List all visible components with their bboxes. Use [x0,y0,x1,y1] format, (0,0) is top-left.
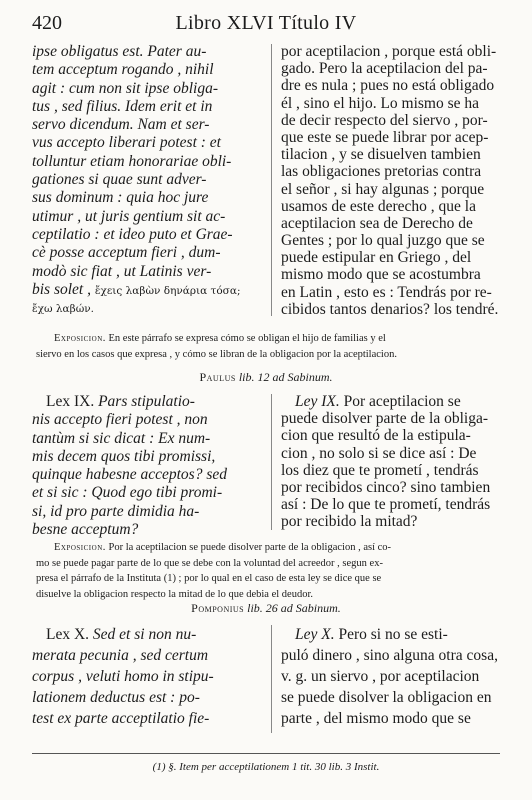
text-line [32,134,270,152]
line-text: modò sic fiat , ut Latinis ver- [32,262,212,280]
line-text: dre es nula ; pues no está obligado [281,77,495,95]
line-text: por aceptilacion , porque está obli- [281,43,497,60]
line-text: se puede disolver la obligacion en [281,689,492,706]
text-line [281,462,503,479]
note-text: Por la aceptilacion se puede disolver parte de la obligacion , así co- [108,542,392,553]
line-text: por recibidos cinco? sino tambien [281,478,491,496]
line-text: Pero si no se esti- [338,626,448,643]
text-line [32,263,270,281]
column-divider [271,394,272,530]
text-line [32,666,270,687]
text-line [32,226,270,244]
text-line [281,146,503,163]
text-line [281,43,503,60]
note-text: mo se puede pagar parte de lo que se debe con la voluntad del acreedor , segun ex- [36,557,383,569]
note-line [36,556,500,572]
note-line [36,331,500,347]
law-label: Ley X. [295,626,335,643]
running-title: Libro XLVI Título IV [175,12,357,34]
footnote-rule [32,753,500,754]
text-line [281,163,503,180]
line-text: gationes si quae sunt adver- [32,171,207,189]
line-text: por recibido la mitad? [281,513,418,531]
text-line [281,181,503,198]
text-line [32,171,270,189]
text-line [32,80,270,98]
exposition-note-1 [36,331,500,362]
line-text: vus accepto liberari potest : et [32,134,221,152]
text-line [281,232,503,249]
greek-text: ἔχεις λαβὼν δηνάρια τόσα; [94,284,241,297]
line-text: test ex parte acceptilatio fie- [32,710,210,727]
text-line [32,116,270,134]
line-text: utimur , ut juris gentium sit ac- [32,207,226,225]
line-text: así : De lo que te prometí, tendrás [281,496,491,514]
line-text: parte , del mismo modo que se [281,710,471,727]
spanish-column-2 [281,393,503,531]
line-text: cibidos tantos denarios? los tendré. [281,300,499,318]
spanish-column-3 [281,624,503,729]
law-label: Lex X. [46,626,90,643]
latin-column-3 [32,624,270,729]
line-text: nis accepto fieri potest , non [32,411,208,429]
text-line [281,624,503,645]
text-line [32,189,270,207]
note-line [36,571,500,587]
ref-author: Pomponius [191,601,245,615]
line-text: quinque habesne acceptos? sed [32,466,227,484]
text-line [281,77,503,94]
text-line [32,299,270,318]
text-line [32,624,270,645]
line-text: merata pecunia , sed certum [32,647,209,664]
text-line [32,281,270,299]
line-text: et si sic : Quod ego tibi promi- [32,484,223,502]
text-line [32,484,270,502]
line-text: el señor , si hay algunas ; porque [281,180,485,198]
line-text: bis solet , [32,280,91,298]
note-line [36,347,500,363]
ref-author: Paulus [199,370,236,384]
text-line [32,466,270,484]
line-text: tantùm si sic dicat : Ex num- [32,429,211,447]
page-header [32,12,500,38]
line-text: lationem deductus est : po- [32,689,200,706]
text-line [281,60,503,77]
line-text: usamos de este derecho , que la [281,197,476,215]
line-text: tolluntur etiam honorariae obli- [32,152,232,170]
spanish-column-1 [281,43,503,318]
exposition-note-2 [36,540,500,602]
text-line [281,215,503,232]
latin-column-2 [32,393,270,539]
line-text: aceptilacion sea de Derecho de [281,214,473,232]
text-line [32,708,270,729]
line-text: tus , sed filius. Idem erit et in [32,97,213,115]
source-reference-1 [0,370,532,385]
text-line [281,666,503,687]
line-text: los diez que te prometí , tendrás [281,461,479,479]
text-line [32,521,270,539]
note-text: disuelve la obligacion respecto la mitad de lo que debia el deudor. [36,588,313,600]
text-line [281,301,503,318]
line-text: corpus , veluti homo in stipu- [32,668,214,685]
column-divider [271,625,272,733]
line-text: besne acceptum? [32,521,139,539]
page-number: 420 [32,12,62,34]
note-line [36,587,500,603]
line-text: Por aceptilacion se [343,393,461,410]
line-text: puede estipular en Griego , del [281,249,472,267]
latin-column-1 [32,43,270,318]
line-text: agit : cum non sit ipse obliga- [32,79,218,97]
exposition-label: Exposicion. [54,333,106,344]
line-text: servo dicendum. Nam et ser- [32,116,210,134]
text-line [281,687,503,708]
line-text: v. g. un siervo , por aceptilacion [281,668,480,685]
line-text: que este se puede librar por acep- [281,128,489,146]
text-line [281,393,503,410]
text-line [32,393,270,411]
text-line [281,284,503,301]
text-line [32,153,270,171]
note-text: siervo en los casos que expresa , y cómo se libran de la obligacion por la aceptilacion. [36,348,397,360]
text-line [32,411,270,429]
line-text: ceptilatio : et ideo puto et Grae- [32,225,233,243]
text-line [32,61,270,79]
line-text: cion , no solo si se dice así : De [281,444,477,462]
text-line [281,249,503,266]
line-text: él , sino el hijo. Lo mismo se ha [281,94,480,112]
text-line [32,98,270,116]
line-text: puló dinero , sino alguna otra cosa, [281,647,498,664]
line-text: tem acceptum rogando , nihil [32,61,214,79]
line-text: Sed et si non nu- [92,626,197,643]
line-text: de decir respecto del siervo , por- [281,111,488,129]
text-line [281,198,503,215]
note-text: En este párrafo se expresa cómo se obligan el hijo de familias y el [108,333,386,344]
line-text: en Latin , esto es : Tendrás por re- [281,283,492,301]
ref-work: lib. 12 ad Sabinum. [238,370,333,384]
line-text: gado. Pero la aceptilacion del pa- [281,60,488,78]
line-text: mis decem quos tibi promissi, [32,447,216,465]
text-line [32,645,270,666]
text-line [281,427,503,444]
line-text: ipse obligatus est. Pater au- [32,43,207,60]
column-divider [271,44,272,316]
line-text: mismo modo que se acostumbra [281,266,481,284]
text-line [281,445,503,462]
text-line [281,479,503,496]
text-line [281,129,503,146]
note-text: presa el párrafo de la Instituta (1) ; por lo qual en el caso de esta ley se dice que se [36,573,382,584]
text-line [281,95,503,112]
text-line [32,244,270,262]
text-line [32,430,270,448]
text-line [281,410,503,427]
exposition-label: Exposicion. [54,542,106,553]
line-text: puede disolver parte de la obliga- [281,410,489,428]
text-line [32,503,270,521]
footnote: (1) §. Item per acceptilationem 1 tit. 30 lib. 3 Instit. [152,761,380,773]
line-text: cion que resultó de la estipula- [281,427,471,445]
text-line [281,266,503,283]
text-line [32,687,270,708]
line-text: Gentes ; por lo qual juzgo que se [281,232,485,250]
line-text: cè posse acceptum fieri , dum- [32,244,221,262]
line-text: Pars stipulatio- [98,393,195,410]
line-text: las obligaciones pretorias contra [281,163,482,181]
text-line [281,513,503,530]
text-line [32,448,270,466]
law-label: Ley IX. [295,393,340,410]
greek-text: ἔχω λαβών. [32,303,94,316]
line-text: tilacion , y se disuelven tambien [281,146,481,164]
text-line [32,43,270,61]
text-line [281,645,503,666]
line-text: sus dominum : quia hoc jure [32,189,209,207]
text-line [281,708,503,729]
law-label: Lex IX. [46,393,95,410]
text-line [281,496,503,513]
source-reference-2 [0,601,532,616]
line-text: si, id pro parte dimidia ha- [32,502,200,520]
note-line [36,540,500,556]
text-line [281,112,503,129]
ref-work: lib. 26 ad Sabinum. [247,601,341,615]
text-line [32,208,270,226]
